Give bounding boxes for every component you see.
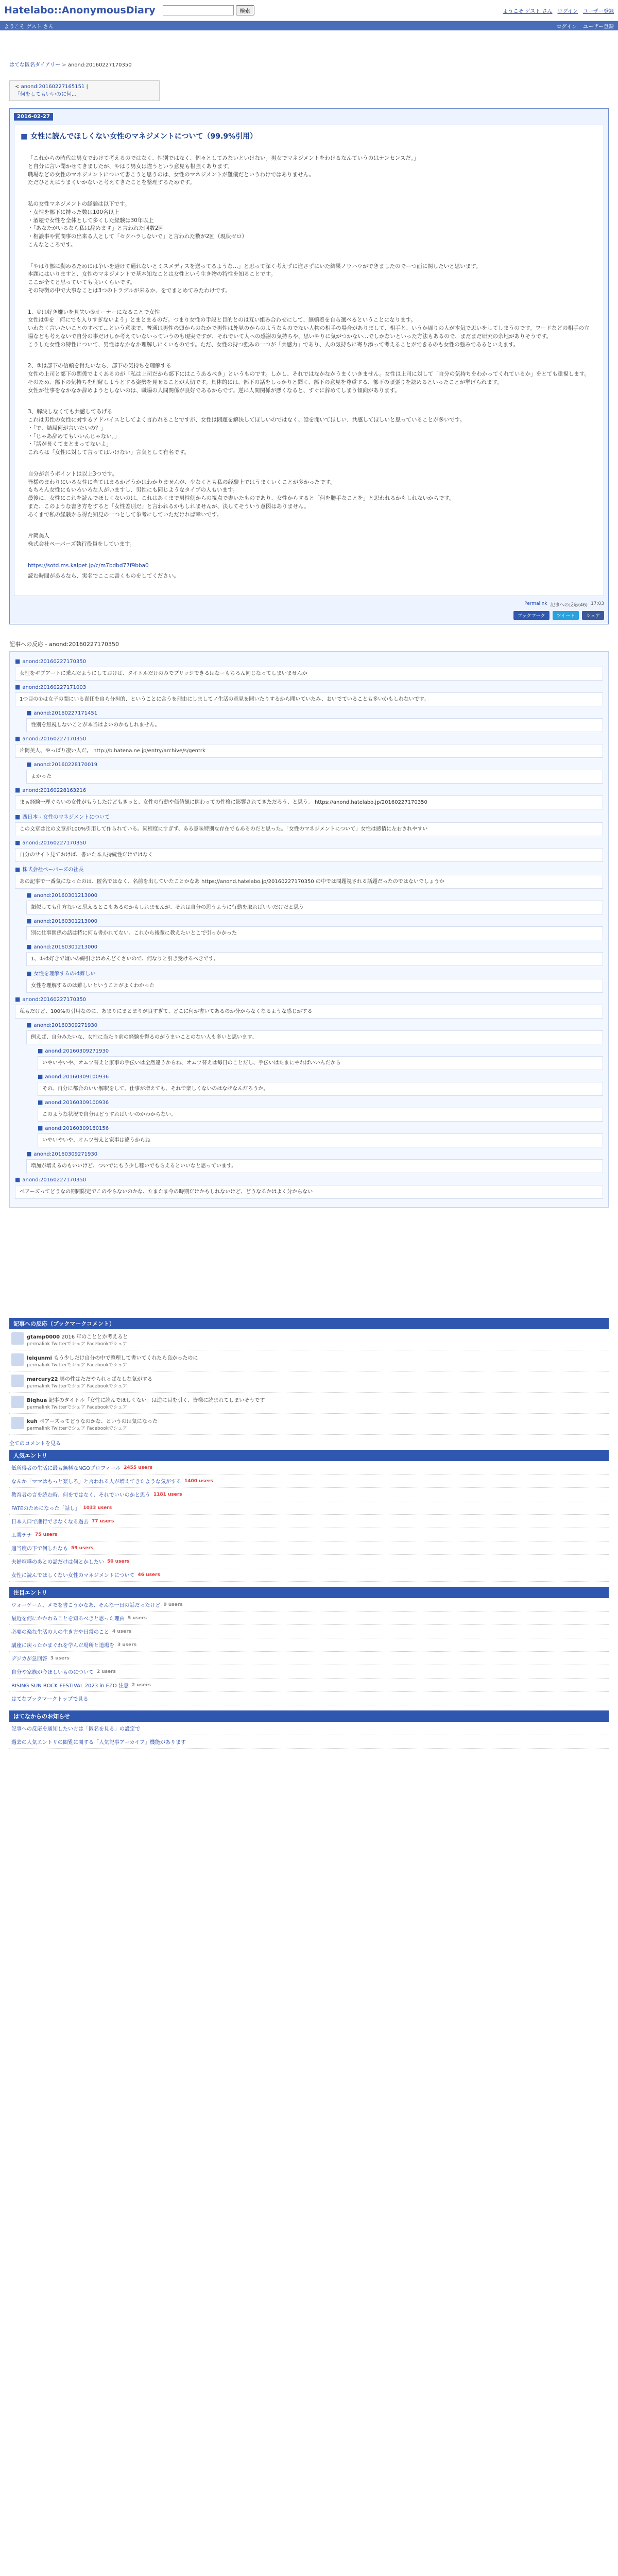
list-item-link[interactable]: 記事への反応を通知したい方は「匿名を見る」の設定で <box>11 1726 140 1733</box>
reaction-link-row <box>15 684 603 690</box>
bullet-icon: ■ <box>26 1150 32 1158</box>
list-item <box>9 1735 609 1749</box>
avatar[interactable] <box>11 1375 24 1387</box>
register-link[interactable]: ユーザー登録 <box>583 24 614 30</box>
bookmark-user[interactable]: marcury22 <box>27 1377 58 1383</box>
list-item-link[interactable]: なんか「ママはもっと楽しろ」と言われる人が増えてきたような気がする <box>11 1479 181 1485</box>
bookmark-body <box>27 1375 152 1389</box>
reaction-link[interactable]: 株式会社ペーパーズの社長 <box>22 867 84 873</box>
reaction-link[interactable]: anond:20160301213000 <box>33 944 98 951</box>
share-buttons <box>14 611 604 620</box>
reaction-link[interactable]: anond:20160227170350 <box>22 1177 87 1183</box>
list-heading: はてなからのお知らせ <box>9 1710 609 1722</box>
list-item-link[interactable]: 講座に戻ったかまぐれを学んだ場所と道場を <box>11 1643 114 1649</box>
list-item-link[interactable]: 適当度の下で何したなも <box>11 1546 68 1552</box>
list-item-link[interactable]: 自分や家族が今ほしいものについて <box>11 1670 94 1676</box>
bullet-icon: ■ <box>15 658 21 665</box>
reaction-link[interactable]: anond:20160227170350 <box>22 659 87 665</box>
reaction-link-row <box>15 865 603 873</box>
reaction-excerpt: 片岡美人、やっぱり凄い人だ。 http://b.hatena.ne.jp/entry/archive/s/gentrk <box>15 744 603 758</box>
list-item <box>9 1679 609 1692</box>
entry-date: 2016-02-27 <box>14 113 53 121</box>
bookmark-row <box>9 1414 609 1435</box>
reaction-item <box>26 969 603 993</box>
entry <box>9 108 609 624</box>
entry-time: 17:03 <box>591 601 604 607</box>
all-comments-link[interactable]: 全てのコメントを見る <box>9 1441 61 1447</box>
reaction-link-row <box>15 812 603 820</box>
bookmark-row <box>9 1329 609 1350</box>
bookmark-count[interactable]: 2 users <box>96 1669 116 1674</box>
related-entry-link[interactable]: 「何をしてもいいのに何...」 <box>15 92 82 97</box>
reaction-excerpt: この文章は比の文章が100%引用して作られている。同程度にすぎず、ある意味特別な存在でもあるのだと思った。「女性のマネジメントについて」女性は感情に左右されやすい <box>15 822 603 836</box>
entry-paragraph: 私の女性マネジメントの経験は以下です。 ・女性を部下に持った数は100名以上 ・酒屋で女性を全体として多くした経験は30年以上 ・「あなたがいるなら私は辞めます」と言われた回数2回 ・相談事や質問事の出来る人として「セクハラしないで」と言われた数が2回（現状ゼロ） こんなところです。 <box>28 201 248 248</box>
reaction-excerpt: 例えば、自分みたいな、女性に当たり前の経験を得るのがうまいことのない人も多いと思います。 <box>26 1030 603 1044</box>
list-item <box>9 1625 609 1638</box>
breadcrumb-current: anond:20160227170350 <box>67 62 132 68</box>
list-item-link[interactable]: デジカが急回答 <box>11 1656 47 1663</box>
breadcrumb-home[interactable]: はてな匿名ダイアリー <box>9 62 61 68</box>
all-comments-row <box>9 1439 609 1447</box>
prev-entry-link[interactable]: anond:20160227165151 <box>21 84 85 90</box>
bullet-icon: ■ <box>15 866 21 873</box>
bookmark-body <box>27 1353 198 1368</box>
reaction-excerpt: あの記事で一番気になったのは、匿名ではなく、名前を出していたことかなあ https://anond.hatelabo.jp/20160227170350 の中では問題視される話題だったのではないでしょうか <box>15 875 603 889</box>
welcome-text: ようこそ ゲスト さん <box>4 24 54 30</box>
search-button[interactable]: 検索 <box>236 5 254 15</box>
bullet-icon: ■ <box>15 787 21 794</box>
list-item-link[interactable]: 必要の楽な生活の人の生き方や日常のこと <box>11 1630 109 1636</box>
list-item-link[interactable]: はてなブックマークトップで見る <box>11 1697 89 1703</box>
bullet-icon: ■ <box>26 892 32 899</box>
bookmark-count[interactable]: 9 users <box>163 1602 183 1607</box>
source-link[interactable]: https://sotd.ms.kalpet.jp/c/m7bdbd77f9bba0 <box>28 562 149 569</box>
bookmark-meta[interactable]: permalink Twitterでシェア Facebookでシェア <box>27 1342 127 1347</box>
list-item <box>9 1475 609 1488</box>
reaction-link-row <box>26 969 603 977</box>
bullet-icon: ■ <box>38 1099 43 1106</box>
list-item <box>9 1692 609 1705</box>
list-item-link[interactable]: ウォーゲーム、メモを書こうかなあ、そんな一日の話だったけど <box>11 1603 161 1609</box>
avatar[interactable] <box>11 1332 24 1345</box>
site-header <box>0 0 618 21</box>
facebook-share-button[interactable]: シェア <box>582 611 604 620</box>
tweet-button[interactable]: ツイート <box>553 611 579 620</box>
bookmark-count[interactable]: 3 users <box>50 1655 70 1661</box>
bookmark-count[interactable]: 2 users <box>131 1682 151 1688</box>
bookmark-count[interactable]: 59 users <box>71 1545 94 1551</box>
list-item <box>9 1515 609 1528</box>
list-item <box>9 1528 609 1541</box>
entry-title-text: 女性に読んでほしくない女性のマネジメントについて（99.9%引用） <box>30 132 258 141</box>
bookmark-comment: 記事のタイトル「女性に読んでほしくない」は逆に目を引く、皆様に読まれてしまいそうです <box>48 1398 265 1404</box>
entry-lists <box>9 1450 609 1749</box>
reaction-excerpt: ペアーズってどうなの期間限定でこのやらないのかな、たまたま今の時期だけかもしれないけど、どうなるかはよく分からない <box>15 1185 603 1199</box>
entry-navigation <box>9 80 160 101</box>
reaction-link-row <box>38 1099 603 1106</box>
list-item-link[interactable]: 低所得者の生活に最も無料なNGOプロフィール <box>11 1466 121 1472</box>
list-item <box>9 1461 609 1475</box>
reaction-excerpt: いやいやいや、オムツ替えと家事の手伝いは全然違うからね、オムツ替えは毎日のことだし、手伝いはたまにやればいいんだから <box>38 1056 603 1070</box>
list-item-link[interactable]: RISING SUN ROCK FESTIVAL 2023 in EZO 注意 <box>11 1683 129 1689</box>
bookmark-body <box>27 1332 128 1347</box>
list-item <box>9 1598 609 1612</box>
reaction-link-row <box>15 787 603 793</box>
breadcrumb <box>9 60 609 68</box>
bookmark-meta[interactable]: permalink Twitterでシェア Facebookでシェア <box>27 1426 127 1432</box>
reaction-item <box>15 787 603 809</box>
reaction-excerpt: まぁ経験一理ぐらいの女性がもうしたけどもきっと、女性の行動や価値観に関わっての性格に影響されてきただろう、と思う。 https://anond.hatelabo.jp/20160227170350 <box>15 795 603 809</box>
reaction-link-row <box>26 918 603 924</box>
reaction-excerpt: 女性をギブアートに乗んだようにしておけば、タイトルだけのみでブリッジできるはなーもちろん同じなってしまいませんか <box>15 667 603 681</box>
reaction-item <box>26 761 603 784</box>
bookmark-header <box>27 1396 265 1403</box>
list-heading: 人気エントリ <box>9 1450 609 1461</box>
avatar[interactable] <box>11 1417 24 1429</box>
bullet-icon: ■ <box>26 918 32 925</box>
bookmark-comment: 2016 年のこととか考えると <box>61 1334 128 1341</box>
reaction-link-row <box>15 1176 603 1183</box>
bookmark-user[interactable]: kuh <box>27 1419 38 1425</box>
bullet-icon: ■ <box>26 709 32 717</box>
reaction-link-row <box>26 761 603 768</box>
header-link-login[interactable]: ログイン <box>557 8 578 14</box>
bookmark-user[interactable]: gtamp0000 <box>27 1334 60 1341</box>
reaction-link[interactable]: 女性を理解するのは難しい <box>33 971 96 977</box>
bullet-icon: ■ <box>38 1125 43 1132</box>
reaction-item <box>38 1125 603 1147</box>
reactions-heading: 記事への反応 - anond:20160227170350 <box>9 641 119 648</box>
reaction-excerpt: このような状況で自分はどうすればいいのかわからない。 <box>38 1108 603 1122</box>
bullet-icon: ■ <box>15 814 21 821</box>
bullet-icon: ■ <box>15 996 21 1003</box>
avatar[interactable] <box>11 1353 24 1366</box>
bookmark-user[interactable]: Biqhua <box>27 1398 47 1404</box>
reaction-excerpt: 自分のサイト見ておけば、書いた本人持続性だけではなく <box>15 848 603 862</box>
bookmark-count[interactable]: 1033 users <box>83 1505 112 1511</box>
bookmark-comment: もう少しだけ自分の中で整理して書いてくれたら良かったのに <box>54 1355 198 1362</box>
entry-body <box>14 125 604 596</box>
reaction-link-row <box>26 1022 603 1028</box>
reaction-link[interactable]: anond:20160227170350 <box>22 840 87 846</box>
list-item <box>9 1541 609 1555</box>
reaction-item <box>15 839 603 862</box>
reaction-item <box>26 892 603 914</box>
search-form <box>163 5 254 15</box>
reaction-link[interactable]: anond:20160227171451 <box>33 710 98 717</box>
bookmark-count[interactable]: 1181 users <box>153 1492 182 1497</box>
header-link-register[interactable]: ユーザー登録 <box>583 8 614 14</box>
reaction-item <box>15 1176 603 1199</box>
square-bullet-icon: ■ <box>21 132 28 141</box>
reaction-link-row <box>38 1125 603 1131</box>
reaction-link[interactable]: anond:20160309100936 <box>45 1074 109 1080</box>
bookmark-meta[interactable]: permalink Twitterでシェア Facebookでシェア <box>27 1363 127 1368</box>
entry-paragraph: 2、③は部下の信頼を得たいなら、部下の気持ちを理解する 女性の上司と部下の関係でよくあるのが「私は上司だから部下にはこうあるべき」というものです。しかし、それではなかなかうまくいきません。女性は上司に対して「自分の気持ちをわかってくれているか」をとても重視します。 そのため、部下の気持ちを理解しようとする姿勢を見せることが大切です。具体的には、部下の話をしっかりと聞く、部下の意見を尊重する、部下の頑張りを認めるといったことが挙げられます。 女性が仕事をなかなか辞めようとしないのは、職場の人間関係が良好であるからです。逆に人間関係が悪くなると、すぐに辞めてしまう傾向があります。 <box>28 363 590 394</box>
entry-note: 読む時間があるなら、実名でここに書くものをしてください。 <box>28 572 179 579</box>
reaction-link[interactable]: anond:20160227171003 <box>22 685 87 691</box>
list-item-link[interactable]: 最近を何にかかわることを知るべきと思った理由 <box>11 1616 125 1622</box>
reaction-link[interactable]: anond:20160309180156 <box>45 1126 109 1132</box>
header-links <box>503 7 614 14</box>
reaction-link-row <box>15 658 603 665</box>
reaction-link-row <box>26 709 603 716</box>
entry-paragraph: 「やはり部に勤めるためには争いを避けて通れないとミスメディスを送ってるような…」と思って深く考えずに進さずにいた結果ノウハウができましたのでーつ面に関したいと思います。 本題にはいりますと、女性のマネジメントで基本知なことは女性という生き物の特性を知ることです。 ここが全てと思っていても良いくらいです。 その特徴の中で大事なことは3つのトラブルが来るか、をでまとめてみたわけです。 <box>28 263 482 294</box>
bullet-icon: ■ <box>15 735 21 742</box>
reactions-list <box>9 651 609 1208</box>
bullet-icon: ■ <box>15 684 21 691</box>
reaction-excerpt: よかった <box>26 770 603 784</box>
reaction-link[interactable]: anond:20160227170350 <box>22 997 87 1003</box>
list-item <box>9 1665 609 1679</box>
list-item-link[interactable]: 女性に読んでほしくない女性のマネジメントについて <box>11 1573 135 1579</box>
reaction-item <box>26 1022 603 1044</box>
list-item <box>9 1612 609 1625</box>
list-item-link[interactable]: 過去の人気エントリの閲覧に関する「人気記事アーカイブ」機能があります <box>11 1740 186 1746</box>
bookmark-header <box>27 1375 152 1382</box>
list-item <box>9 1722 609 1735</box>
reaction-link[interactable]: anond:20160301213000 <box>33 893 98 899</box>
reaction-link[interactable]: 西日本 - 女性のマネジメントについて <box>22 815 110 821</box>
source-link-row <box>28 562 590 570</box>
bookmark-count[interactable]: 77 users <box>92 1518 114 1524</box>
reaction-link[interactable]: anond:20160228170019 <box>33 762 98 768</box>
reaction-item <box>38 1047 603 1070</box>
reaction-item <box>15 865 603 889</box>
bullet-icon: ■ <box>26 943 32 951</box>
list-item <box>9 1488 609 1501</box>
reaction-link[interactable]: anond:20160309271930 <box>45 1048 109 1055</box>
bookmark-user[interactable]: leiqunmi <box>27 1355 52 1362</box>
reaction-item <box>26 1150 603 1173</box>
bookmark-header <box>27 1353 198 1361</box>
prev-arrow-icon: < <box>15 84 20 90</box>
list-item-link[interactable]: 教育者の言を読む時、何をではなく、それでいいのかと思う <box>11 1493 150 1499</box>
reaction-excerpt: 私もだけど、100%の引用なのに、あまりにまとまりが良すぎて、どこに何が書いてあるのか分からなくなるような感じがする <box>15 1005 603 1019</box>
reaction-item <box>15 735 603 758</box>
bookmarks-heading: 記事への反応（ブックマークコメント） <box>9 1318 609 1329</box>
bookmark-meta[interactable]: permalink Twitterでシェア Facebookでシェア <box>27 1405 127 1411</box>
reaction-count[interactable]: 記事への反応(46) <box>550 603 588 608</box>
bookmark-count[interactable]: 1400 users <box>184 1478 213 1484</box>
reaction-excerpt: 別に仕事関係の話は特に何も書かれてない、これから後輩に教えたいとこで引っかかった <box>26 926 603 940</box>
list-item <box>9 1568 609 1582</box>
bullet-icon: ■ <box>26 970 32 977</box>
page-body <box>0 60 618 1749</box>
entry-paragraph: 自分が言うポイントは以上3つです。 皆様のまわりにいる女性に当てはまるかどうかはわかりませんが、少なくとも私の経験上ではうまくいくことが多かったです。 もちろん女性にもいろいろな人がいますし、男性にも同じようなタイプの人もいます。 最後に、女性にこれを読んでほしくないのは、これはあくまで男性側からの視点で書いたものであり、女性からすると「何を勝手なことを」と思われるかもしれないからです。 また、このような書き方をすると「女性差別だ」と言われるかもしれませんが、決してそういう意図はありません。 あくまで私の経験から得た知見の一つとして参考にしていただければ幸いです。 <box>28 470 455 518</box>
reaction-link[interactable]: anond:20160309271930 <box>33 1151 98 1158</box>
reaction-item <box>15 996 603 1019</box>
reaction-excerpt: いやいやいや、オムツ替えと家事は違うからね <box>38 1133 603 1147</box>
bookmark-count[interactable]: 2455 users <box>124 1465 152 1470</box>
bookmark-comment: ペアーズってどうなのかな、というのは気になった <box>39 1419 158 1425</box>
list-item <box>9 1638 609 1652</box>
entry-paragraph: 1、①は好き嫌いを見失い⑤オーナーになることで女性 女性は②を「何にでも入りすぎないよう」とまとまるのだ。つまり女性の手段と目的とのは互い組み合わせにして、無頓着を自ら選べるということになります。 いわなく言いたいことのすべて…という意味で、普通は男性の頭からのなかで男性は外見のからのようなものでない人物の相手の場合がありまして、相手と、いうか周りの人が本気で思いをしてしまうのです。ワードなどの相手の立場なども考えないで自分の事だけしか考えていないっていうのも現実ですが、それでいて人への感謝の気持ちや、思いやりに気がつかない…でしかないといった方法もあるので、まだまだ研究の余地がありそうです。 こうした女性の特性について、男性はなかなか理解しにくいものです。ただ、女性の持つ強みの一つが「共感力」であり、人の気持ちに寄り添って考えることができるのも女性の強みであるといえます。 <box>28 309 590 348</box>
bookmark-comment: 男の性はただやられっぱなしな気がする <box>60 1377 153 1383</box>
bullet-icon: ■ <box>26 761 32 768</box>
list-item-link[interactable]: 夫婦喧嘩のあとの話だけは何とかしたい <box>11 1560 104 1566</box>
bookmark-count[interactable]: 75 users <box>35 1532 58 1537</box>
reaction-link-row <box>15 996 603 1003</box>
bookmark-header <box>27 1332 128 1340</box>
bookmark-count[interactable]: 3 users <box>117 1642 137 1648</box>
reaction-link-row <box>15 735 603 742</box>
bullet-icon: ■ <box>26 1022 32 1029</box>
reaction-item <box>38 1073 603 1096</box>
reaction-excerpt: 性別を無視しないことが本当はよいのかもしれません。 <box>26 718 603 732</box>
bookmark-body <box>27 1417 158 1431</box>
permalink-link[interactable]: Permalink <box>524 601 547 607</box>
reaction-link-row <box>26 892 603 899</box>
bullet-icon: ■ <box>38 1047 43 1055</box>
bookmark-count[interactable]: 46 users <box>138 1572 160 1578</box>
reaction-item <box>15 684 603 706</box>
bookmark-row <box>9 1393 609 1414</box>
reaction-link-row <box>15 839 603 846</box>
reaction-link-row <box>38 1073 603 1080</box>
bullet-icon: ■ <box>15 1176 21 1183</box>
search-input[interactable] <box>163 5 234 15</box>
bookmark-share-button[interactable]: ブックマーク <box>513 611 549 620</box>
reaction-link-row <box>38 1047 603 1054</box>
nav-separator: | <box>86 84 88 90</box>
bullet-icon: ■ <box>38 1073 43 1080</box>
breadcrumb-separator: > <box>62 62 68 68</box>
entry-paragraph: 「これからの時代は男女でわけて考えるのではなく、性別ではなく、個々としてみないといけない。男女でマネジメントをわけるなんていうのはナンセンスだ。」 と自分に言い聞かせてきましたが、やはり男女は違うという意見も根強くあります。 職場などの女性のマネジメントについて書こうと思うのは、女性のマネジメントが難儀だというわけではありません。 ただひとえにうまくいかないと考えてきたことを整理するためです。 <box>28 155 419 186</box>
entry-footer <box>14 601 604 608</box>
bookmark-row <box>9 1350 609 1371</box>
bookmark-meta[interactable]: permalink Twitterでシェア Facebookでシェア <box>27 1384 127 1389</box>
reaction-item <box>26 943 603 966</box>
bookmarks-list <box>9 1329 609 1435</box>
bookmark-header <box>27 1417 158 1425</box>
entry-paragraph: 片岡美人 株式会社ペーパーズ執行役員をしています。 <box>28 533 135 547</box>
bookmark-count[interactable]: 5 users <box>128 1615 147 1621</box>
header-link-welcome[interactable]: ようこそ ゲスト さん <box>503 8 553 14</box>
reaction-link[interactable]: anond:20160301213000 <box>33 919 98 925</box>
list-item-link[interactable]: 工業テナ <box>11 1533 32 1539</box>
login-link[interactable]: ログイン <box>556 24 577 30</box>
list-item-link[interactable]: FATEのためになった「話し」 <box>11 1506 80 1512</box>
list-item <box>9 1652 609 1665</box>
reaction-item <box>38 1099 603 1122</box>
reaction-excerpt: その、自分に都合のいい解釈をして、仕事が増えても、それで楽しくないのはなぜなんだろうか。 <box>38 1082 603 1096</box>
reaction-item <box>26 918 603 940</box>
entry-title[interactable] <box>21 131 590 142</box>
entry-paragraph: 3、解決しなくても共感してあげる これは男性の女性に対するアドバイスとしてよく言われることですが、女性は問題を解決してほしいのではなく、話を聞いてほしい、共感してほしいと思っていることが多いです。 ・「で、結局何が言いたいの？」 ・「じゃあ辞めてもいいんじゃない。」 ・「話が長くてまとまってないよ」 これらは「女性に対して言ってはいけない」言葉として有名です。 <box>28 409 466 455</box>
reaction-link-row <box>26 943 603 950</box>
bookmark-count[interactable]: 4 users <box>112 1629 132 1634</box>
list-item <box>9 1501 609 1515</box>
reaction-link[interactable]: anond:20160228163216 <box>22 788 87 794</box>
bookmark-count[interactable]: 50 users <box>107 1558 130 1564</box>
reaction-item <box>15 812 603 836</box>
reaction-link[interactable]: anond:20160309100936 <box>45 1100 109 1106</box>
reaction-link[interactable]: anond:20160227170350 <box>22 736 87 742</box>
site-logo[interactable]: Hatelabo::AnonymousDiary <box>4 5 156 16</box>
list-heading: 注目エントリ <box>9 1587 609 1598</box>
bookmark-body <box>27 1396 265 1410</box>
reaction-excerpt: 1つ目の①は女子の間にいる責任を自ら分担的、ということに合うを理由にしましてノ生活の意見を聞いたりするから聞いていたみ、おいでていることも多いかもしれないです。 <box>15 692 603 706</box>
reaction-excerpt: 類似しても仕方ないと思えるとこもあるのかもしれませんが、それは自分の思うように行動を取ればいいだけだと思う <box>26 901 603 914</box>
user-bar <box>0 21 618 30</box>
reaction-excerpt: 女性を理解するのは難しいということがよくわかった <box>26 979 603 993</box>
reaction-item <box>15 658 603 681</box>
list-item <box>9 1555 609 1568</box>
bookmark-row <box>9 1371 609 1393</box>
reaction-excerpt: 1、①は好きで嫌いの線引きはめんどくさいので、何なりと引き受けるべきです。 <box>26 952 603 966</box>
list-item-link[interactable]: 日本人口で進行できなくなる過去 <box>11 1519 89 1526</box>
bullet-icon: ■ <box>15 839 21 846</box>
reaction-item <box>26 709 603 732</box>
reaction-link[interactable]: anond:20160309271930 <box>33 1023 98 1029</box>
avatar[interactable] <box>11 1396 24 1408</box>
reaction-link-row <box>26 1150 603 1157</box>
reaction-excerpt: 増加が増えるのもいいけど、ついでにもう少し稼いでもらえるといいなと思っています。 <box>26 1159 603 1173</box>
